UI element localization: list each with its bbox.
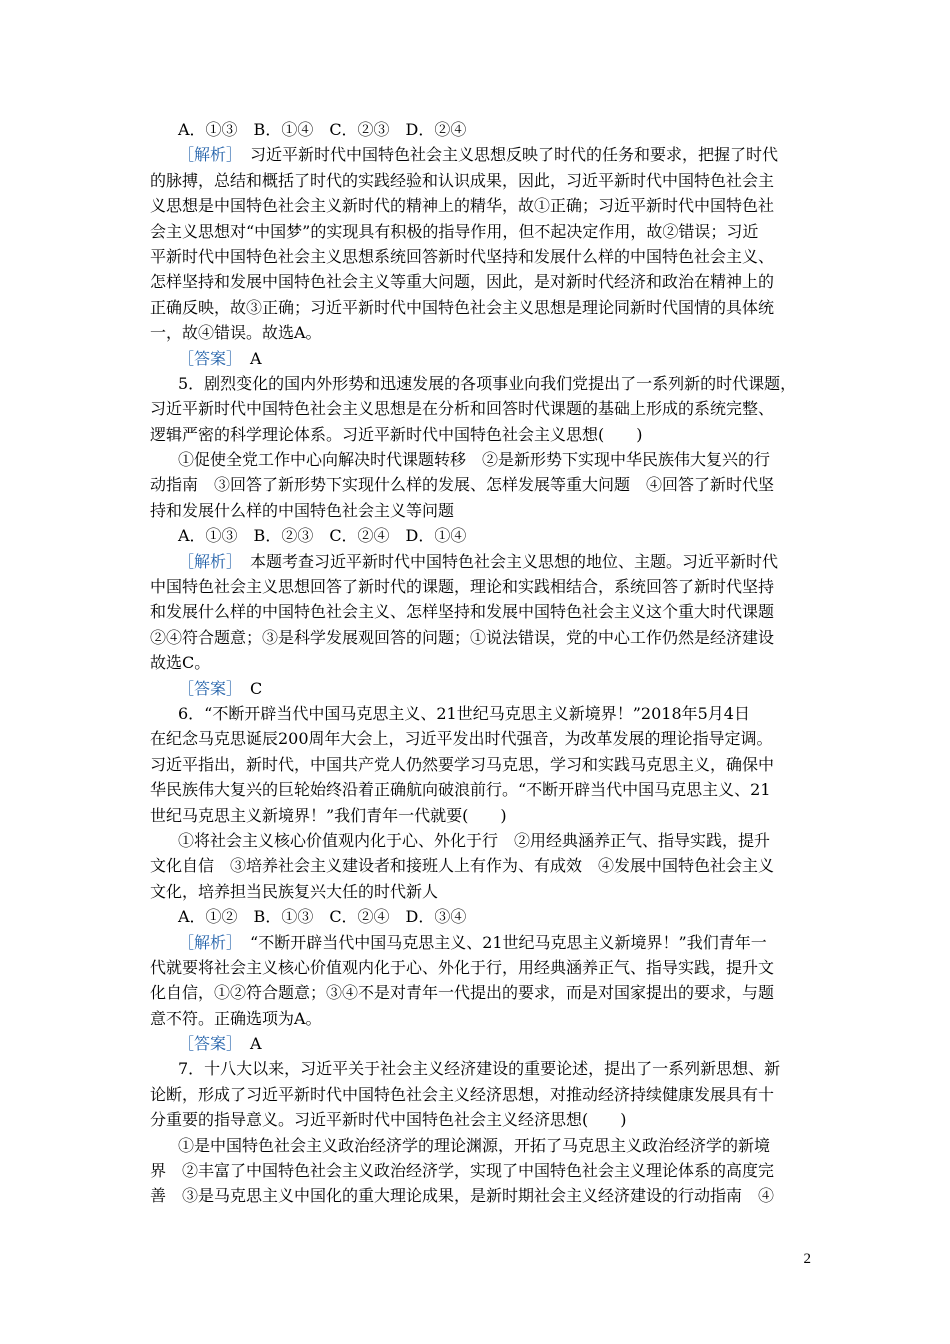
line-text: C — [234, 678, 263, 698]
labeled-text-line — [150, 1031, 805, 1056]
text-line — [150, 904, 805, 929]
line-text: ①是中国特色社会主义政治经济学的理论渊源，开拓了马克思主义政治经济学的新境 — [178, 1135, 771, 1155]
text-line — [150, 879, 805, 904]
line-text: “不断开辟当代中国马克思主义、21世纪马克思主义新境界！”我们青年一 — [234, 932, 767, 952]
text-line — [150, 1006, 805, 1031]
line-text: 的脉搏，总结和概括了时代的实践经验和认识成果，因此，习近平新时代中国特色社会主 — [150, 170, 775, 190]
line-text: 在纪念马克思诞辰200周年大会上，习近平发出时代强音，为改革发展的理论指导定调。 — [150, 729, 773, 749]
text-line — [150, 803, 805, 828]
line-text: 正确反映，故③正确；习近平新时代中国特色社会主义思想是理论同新时代国情的具体统 — [150, 297, 775, 317]
text-line — [150, 244, 805, 269]
line-text: 文化自信 ③培养社会主义建设者和接班人上有作为、有成效 ④发展中国特色社会主义 — [150, 856, 775, 876]
document-body — [150, 117, 805, 1209]
line-text: 世纪马克思主义新境界！”我们青年一代就要( ) — [150, 805, 507, 825]
text-line — [150, 1082, 805, 1107]
labeled-text-line — [150, 549, 805, 574]
labeled-text-line — [150, 346, 805, 371]
text-line — [150, 1183, 805, 1208]
text-line — [150, 574, 805, 599]
text-line — [150, 1056, 805, 1081]
page-number: 2 — [803, 1251, 811, 1267]
bracket-label: ［解析］ — [178, 932, 235, 952]
text-line — [150, 295, 805, 320]
line-text: 一，故④错误。故选A。 — [150, 323, 322, 343]
bracket-label: ［解析］ — [178, 145, 235, 165]
text-line — [150, 955, 805, 980]
text-line — [150, 168, 805, 193]
line-text: 本题考查习近平新时代中国特色社会主义思想的地位、主题。习近平新时代 — [234, 551, 779, 571]
bracket-label: ［答案］ — [178, 348, 235, 368]
line-text: ①促使全党工作中心向解决时代课题转移 ②是新形势下实现中华民族伟大复兴的行 — [178, 450, 771, 470]
text-line — [150, 650, 805, 675]
text-line — [150, 498, 805, 523]
text-line — [150, 447, 805, 472]
text-line — [150, 599, 805, 624]
line-text: 意不符。正确选项为A。 — [150, 1008, 322, 1028]
text-line — [150, 980, 805, 1005]
line-text: 会主义思想对“中国梦”的实现具有积极的指导作用，但不起决定作用，故②错误；习近 — [150, 221, 759, 241]
text-line — [150, 371, 805, 396]
line-text: 文化，培养担当民族复兴大任的时代新人 — [150, 881, 439, 901]
bracket-label: ［解析］ — [178, 551, 235, 571]
text-line — [150, 1107, 805, 1132]
line-text: 平新时代中国特色社会主义思想系统回答新时代坚持和发展什么样的中国特色社会主义、 — [150, 246, 775, 266]
text-line — [150, 625, 805, 650]
line-text: 6．“不断开辟当代中国马克思主义、21世纪马克思主义新境界！”2018年5月4日 — [178, 703, 750, 723]
text-line — [150, 701, 805, 726]
line-text: 分重要的指导意义。习近平新时代中国特色社会主义经济思想( ) — [150, 1110, 627, 1130]
bracket-label: ［答案］ — [178, 678, 235, 698]
text-line — [150, 472, 805, 497]
line-text: 持和发展什么样的中国特色社会主义等问题 — [150, 500, 455, 520]
bracket-label: ［答案］ — [178, 1034, 235, 1054]
text-line — [150, 219, 805, 244]
line-text: 和发展什么样的中国特色社会主义、怎样坚持和发展中国特色社会主义这个重大时代课题 — [150, 602, 775, 622]
line-text: 华民族伟大复兴的巨轮始终沿着正确航向破浪前行。“不断开辟当代中国马克思主义、21 — [150, 780, 771, 800]
line-text: A．①② B．①③ C．②④ D．③④ — [178, 907, 467, 927]
labeled-text-line — [150, 930, 805, 955]
line-text: 义思想是中国特色社会主义新时代的精神上的精华，故①正确；习近平新时代中国特色社 — [150, 196, 775, 216]
line-text: 7．十八大以来，习近平关于社会主义经济建设的重要论述，提出了一系列新思想、新 — [178, 1059, 781, 1079]
line-text: A — [234, 348, 262, 368]
text-line — [150, 1133, 805, 1158]
line-text: 习近平新时代中国特色社会主义思想反映了时代的任务和要求，把握了时代 — [234, 145, 779, 165]
line-text: A — [234, 1034, 262, 1054]
text-line — [150, 269, 805, 294]
text-line — [150, 777, 805, 802]
line-text: 化自信，①②符合题意；③④不是对青年一代提出的要求，而是对国家提出的要求，与题 — [150, 983, 775, 1003]
line-text: 代就要将社会主义核心价值观内化于心、外化于行，用经典涵养正气、指导实践，提升文 — [150, 957, 775, 977]
text-line — [150, 422, 805, 447]
text-line — [150, 1158, 805, 1183]
text-line — [150, 320, 805, 345]
line-text: 界 ②丰富了中国特色社会主义政治经济学，实现了中国特色社会主义理论体系的高度完 — [150, 1161, 775, 1181]
line-text: 故选C。 — [150, 653, 211, 673]
line-text: A．①③ B．①④ C．②③ D．②④ — [178, 120, 467, 139]
text-line — [150, 117, 805, 142]
labeled-text-line — [150, 676, 805, 701]
line-text: 中国特色社会主义思想回答了新时代的课题，理论和实践相结合，系统回答了新时代坚持 — [150, 577, 775, 597]
text-line — [150, 828, 805, 853]
line-text: 怎样坚持和发展中国特色社会主义等重大问题，因此，是对新时代经济和政治在精神上的 — [150, 272, 775, 292]
text-line — [150, 726, 805, 751]
line-text: 论断，形成了习近平新时代中国特色社会主义经济思想，对推动经济持续健康发展具有十 — [150, 1084, 775, 1104]
line-text: 动指南 ③回答了新形势下实现什么样的发展、怎样发展等重大问题 ④回答了新时代坚 — [150, 475, 775, 495]
text-line — [150, 396, 805, 421]
text-line — [150, 853, 805, 878]
line-text: 逻辑严密的科学理论体系。习近平新时代中国特色社会主义思想( ) — [150, 424, 643, 444]
text-line — [150, 752, 805, 777]
line-text: ①将社会主义核心价值观内化于心、外化于行 ②用经典涵养正气、指导实践，提升 — [178, 830, 771, 850]
line-text: A．①③ B．②③ C．②④ D．①④ — [178, 526, 467, 546]
labeled-text-line — [150, 142, 805, 167]
line-text: ②④符合题意；③是科学发展观回答的问题；①说法错误，党的中心工作仍然是经济建设 — [150, 627, 775, 647]
line-text: 5．剧烈变化的国内外形势和迅速发展的各项事业向我们党提出了一系列新的时代课题， — [178, 373, 797, 393]
text-line — [150, 193, 805, 218]
line-text: 习近平新时代中国特色社会主义思想是在分析和回答时代课题的基础上形成的系统完整、 — [150, 399, 775, 419]
line-text: 善 ③是马克思主义中国化的重大理论成果，是新时期社会主义经济建设的行动指南 ④ — [150, 1186, 775, 1206]
text-line — [150, 523, 805, 548]
line-text: 习近平指出，新时代，中国共产党人仍然要学习马克思，学习和实践马克思主义，确保中 — [150, 754, 775, 774]
